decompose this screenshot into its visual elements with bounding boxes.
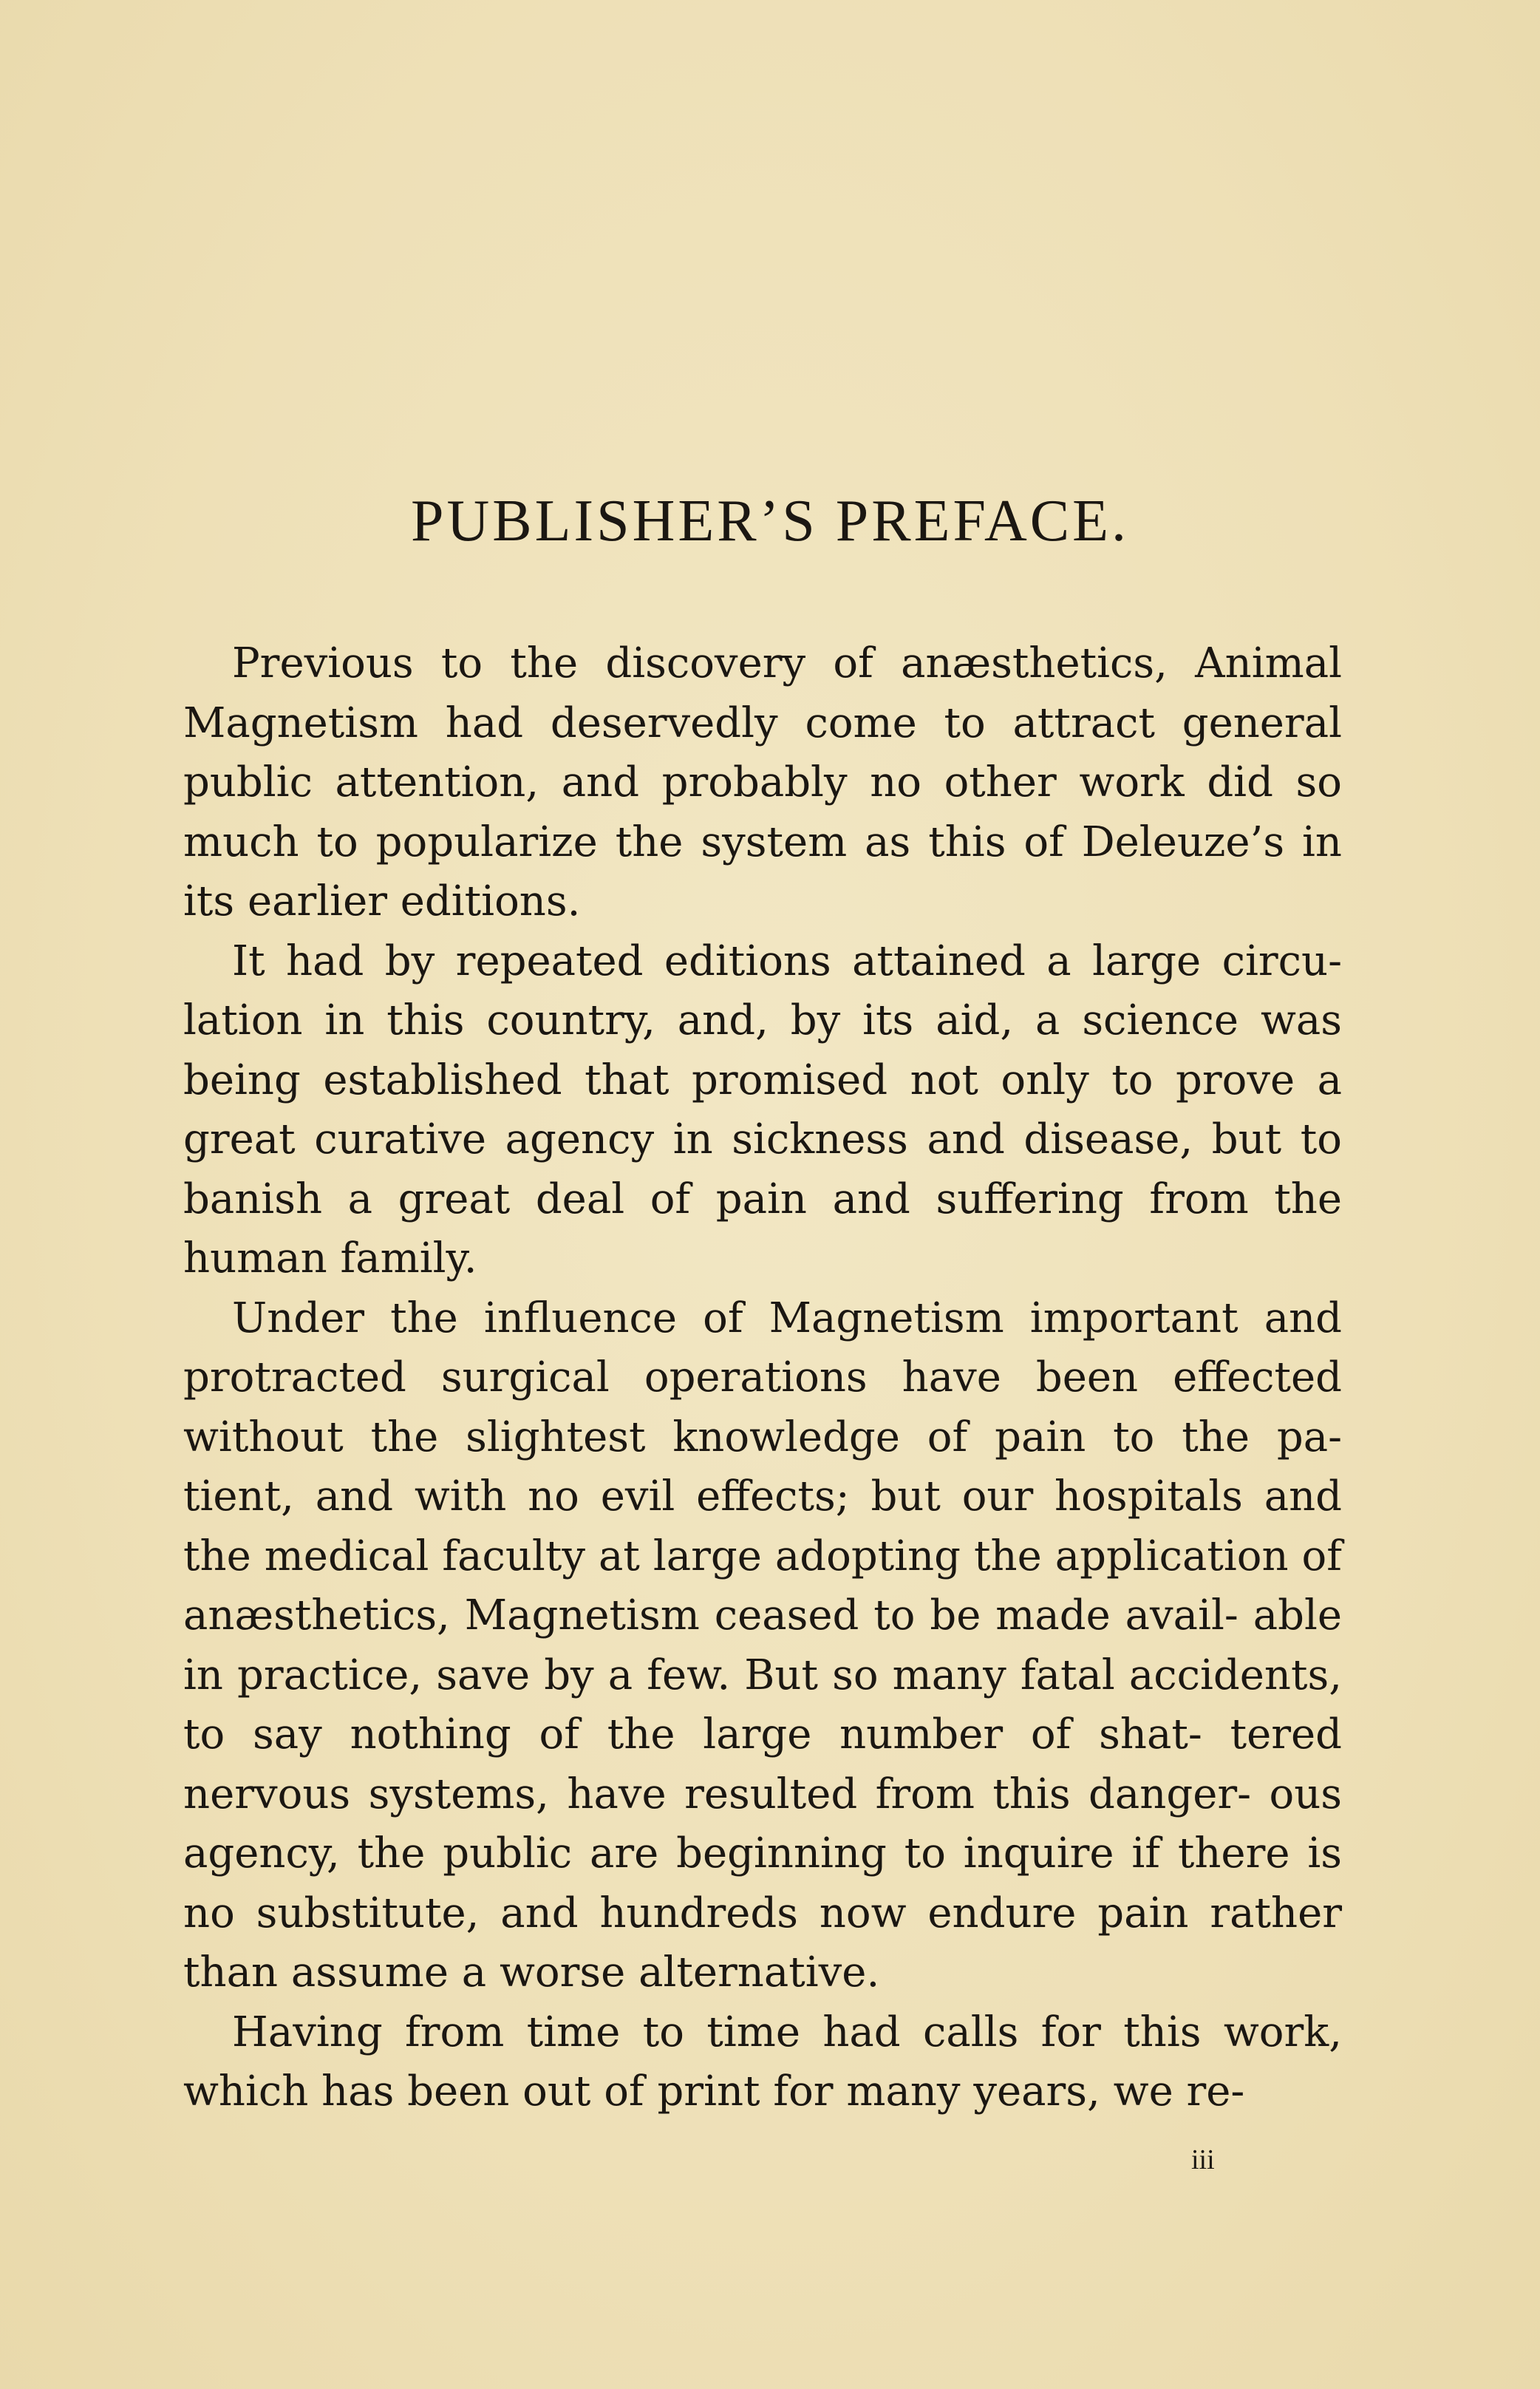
preface-body — [183, 634, 1342, 2122]
page-title: PUBLISHER’S PREFACE. — [410, 489, 1130, 554]
page-number: iii — [1191, 2144, 1215, 2175]
paragraph-1: Previous to the discovery of anæsthetics, Animal Magnetism had deservedly come to attract general public attention, and probably no other work did so much to popularize the system as this of Deleuze’s in its earlier editions. — [183, 639, 1342, 925]
paragraph-3: Under the influence of Magnetism important and protracted surgical operations have been effected without the slightest knowledge of pain to the pa- tient, and with no evil effects; but our hospitals and the medical faculty at large adopting the application of anæsthetics, Magnetism ceased to be made avail- able in practice, save by a few. But so many fatal accidents, to say nothing of the large number of shat- tered nervous systems, have resulted from this danger- ous agency, the public are beginning to inquire if there is no substitute, and hundreds now endure pain rather than assume a worse alternative. — [183, 1294, 1342, 1997]
paragraph-4: Having from time to time had calls for this work, which has been out of print for many years, we re- — [183, 2008, 1342, 2116]
paragraph-2: It had by repeated editions attained a large circu- lation in this country, and, by its aid, a science was being established that promised not only to prove a great curative agency in sickness and disease, but to banish a great deal of pain and suffering from the human family. — [183, 937, 1342, 1282]
